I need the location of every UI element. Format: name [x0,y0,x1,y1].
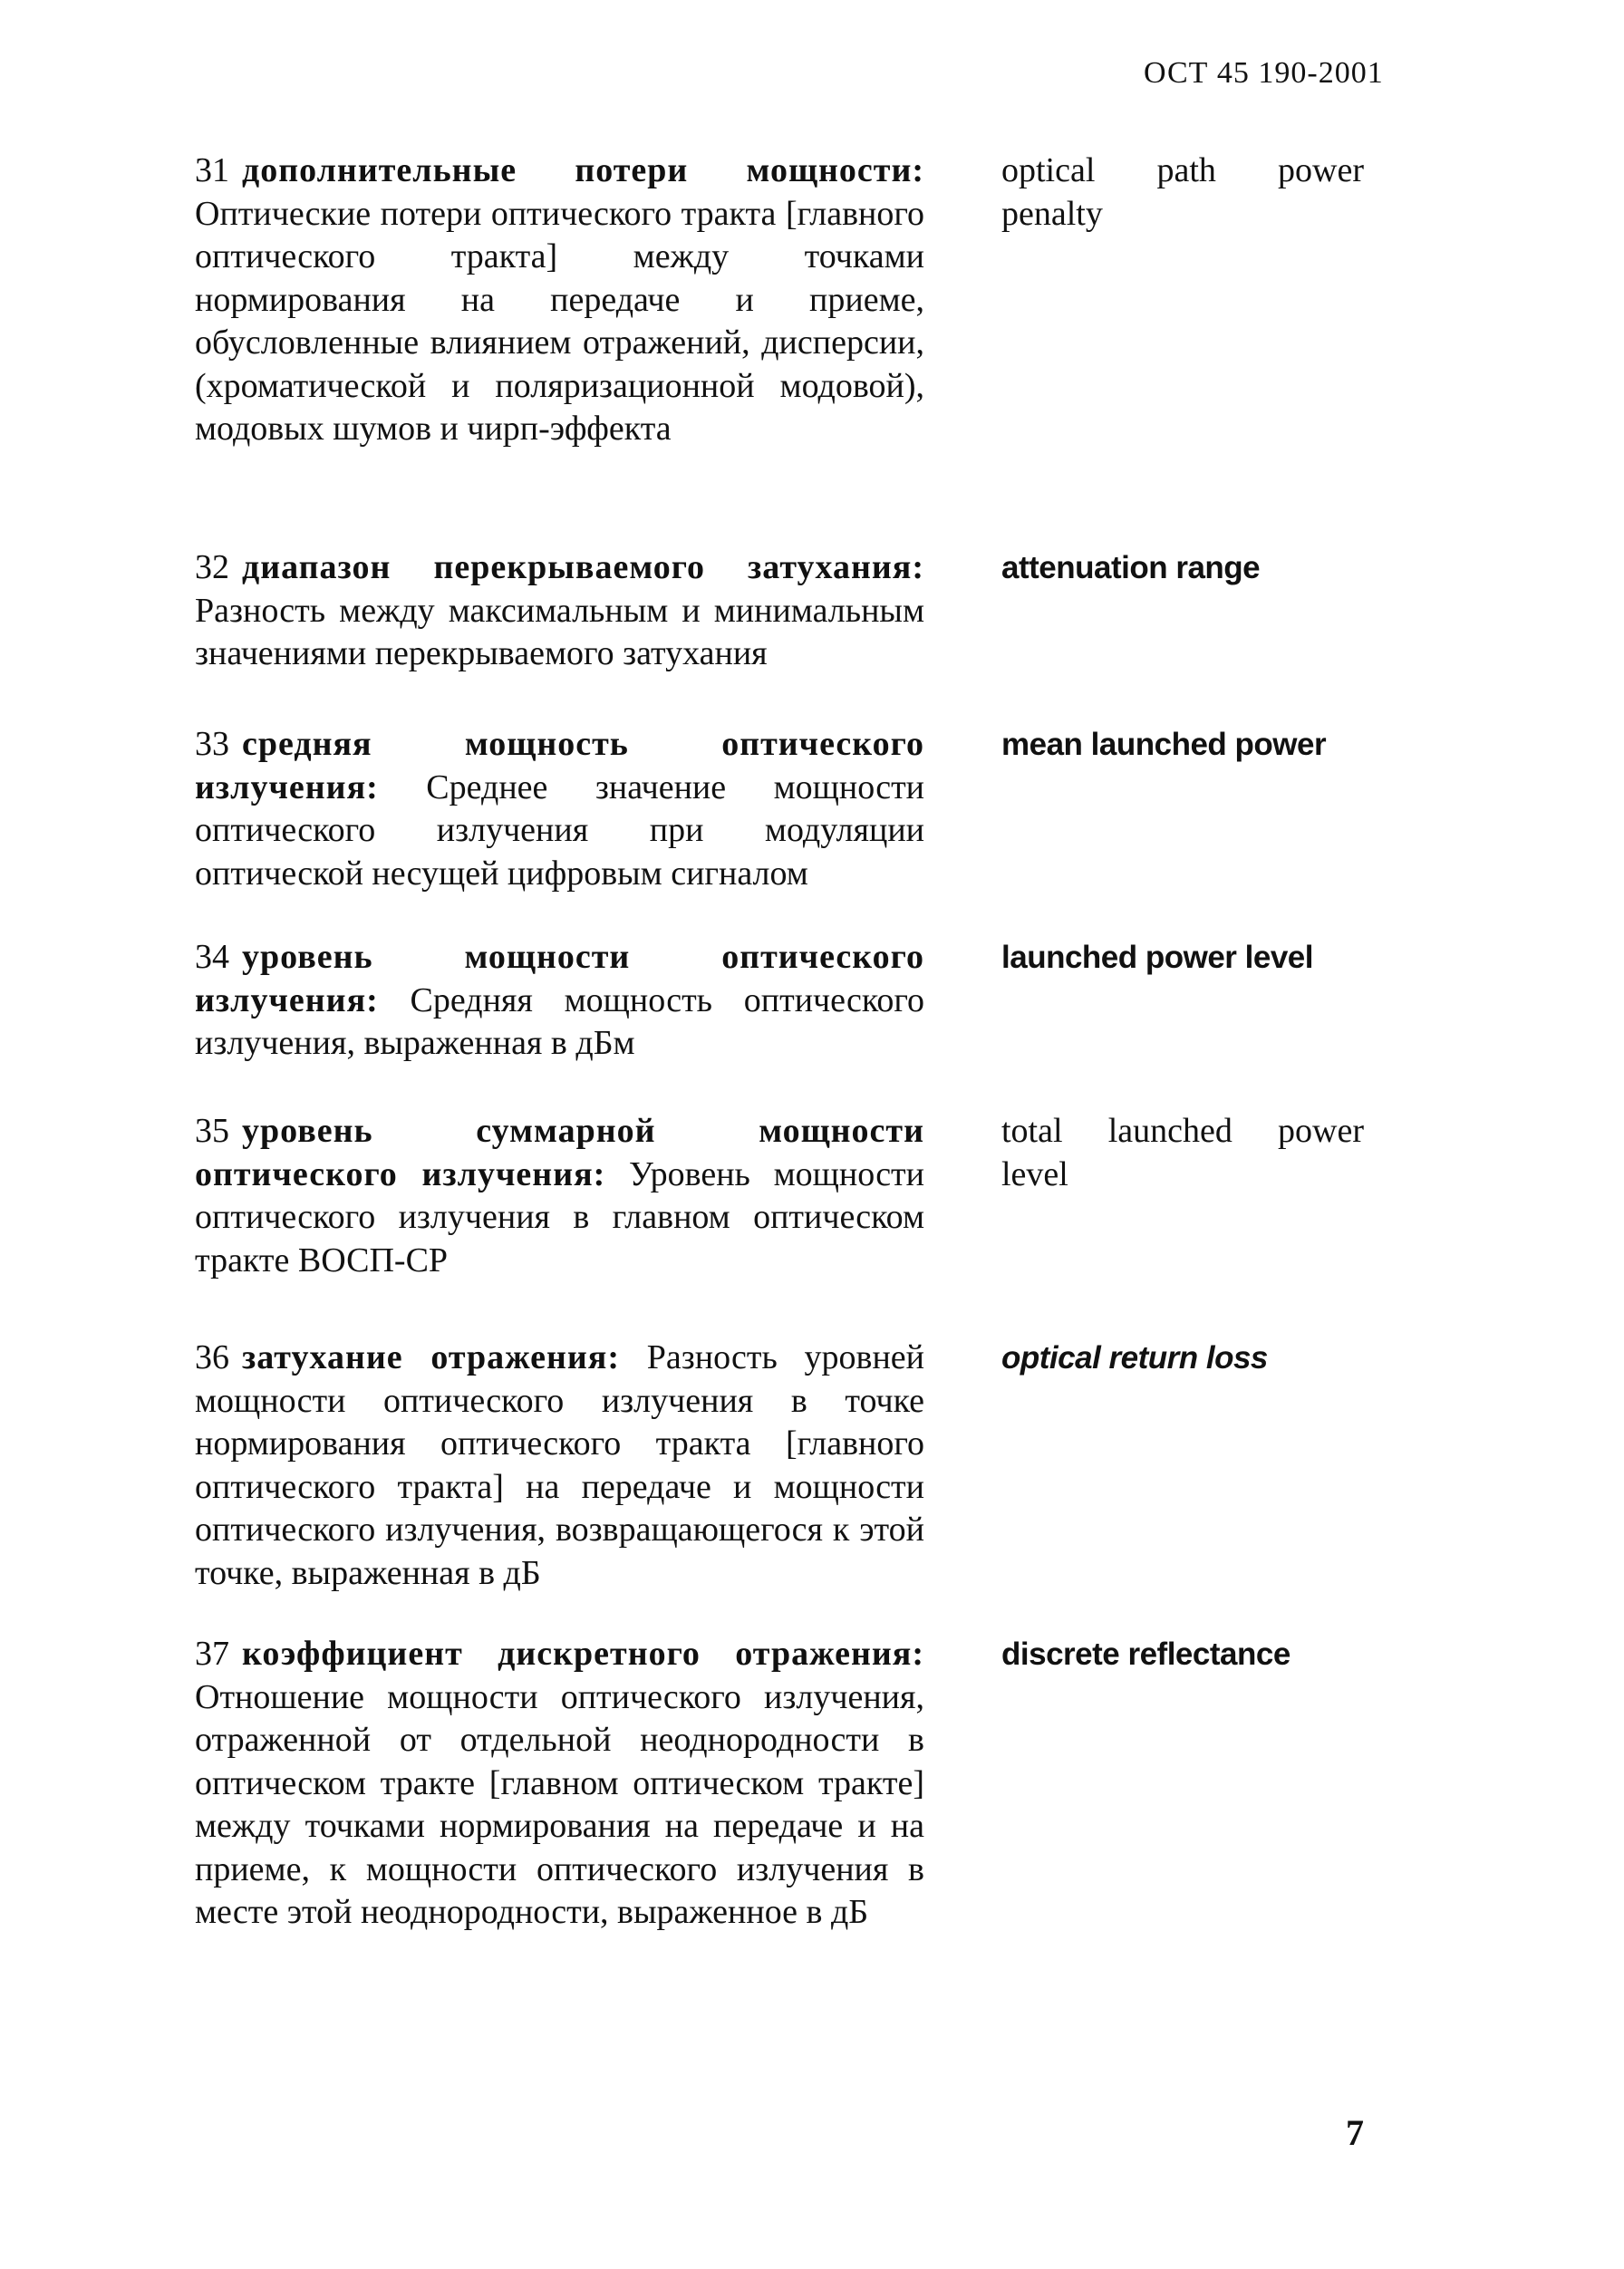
term-definition: Средняя мощность оптического излучения, выраженная в дБм [195,980,924,1062]
term-entry-32 [195,546,1373,676]
term-title: средняя мощность оптического излучения: [195,725,924,806]
term-ru [195,936,924,1066]
term-entry-36 [195,1337,1373,1595]
term-number: 31 [195,151,229,189]
document-code: ОСТ 45 190-2001 [1144,56,1384,90]
term-title: диапазон перекрываемого затухания: [242,548,924,586]
term-definition: Разность уровней мощности оптического излучения в точке нормирования оптического тракта [главного оптического тракта] на передаче и мощности оптического излучения, возвращающегося к этой точке, выраженная в дБ [195,1338,925,1592]
term-entry-35 [195,1110,1373,1282]
term-title: дополнительные потери мощности: [242,151,924,189]
term-definition: Оптические потери оптического тракта [главного оптического тракта] между точками нормирования на передаче и приеме, обусловленные влиянием отражений, дисперсии, (хроматической и поляризационной модовой), модовых шумов и чирп-эффекта [195,194,924,448]
term-number: 35 [195,1112,229,1150]
term-en: optical path power penalty [1001,151,1364,233]
term-en: launched power level [1001,940,1313,975]
term-entry-37 [195,1633,1373,1935]
term-entry-34 [195,936,1373,1066]
term-title: уровень мощности оптического излучения: [195,938,924,1019]
term-number: 32 [195,548,229,586]
term-number: 34 [195,938,229,976]
term-en: optical return loss [1001,1340,1268,1376]
term-en: mean launched power [1001,727,1327,762]
term-ru [195,546,924,676]
term-title: уровень суммарной мощности оптического излучения: [195,1112,924,1193]
term-en: total launched power level [1001,1112,1364,1193]
term-entry-31 [195,150,1373,451]
term-ru [195,150,924,451]
term-entry-33 [195,723,1373,895]
term-definition: Среднее значение мощности оптического излучения при модуляции оптической несущей цифровым сигналом [195,768,925,893]
term-en: discrete reflectance [1001,1637,1290,1672]
term-number: 33 [195,725,229,763]
term-definition: Отношение мощности оптического излучения, отраженной от отдельной неоднородности в оптическом тракте [главном оптическом тракте] между точками нормирования на передаче и на приеме, к мощности оптического излучения в месте этой неоднородности, выраженное в дБ [195,1677,924,1931]
term-number: 36 [195,1338,229,1376]
term-definition: Разность между максимальным и минимальным значениями перекрываемого затухания [195,591,924,672]
term-ru [195,1110,924,1282]
term-title: затухание отражения: [242,1338,620,1376]
term-ru [195,1337,924,1595]
term-ru [195,723,924,895]
term-title: коэффициент дискретного отражения: [242,1635,924,1673]
term-en: attenuation range [1001,550,1261,585]
term-definition: Уровень мощности оптического излучения в главном оптическом тракте ВОСП-СР [195,1154,924,1279]
page-number: 7 [1346,2112,1364,2153]
term-number: 37 [195,1635,229,1673]
term-ru [195,1633,924,1935]
